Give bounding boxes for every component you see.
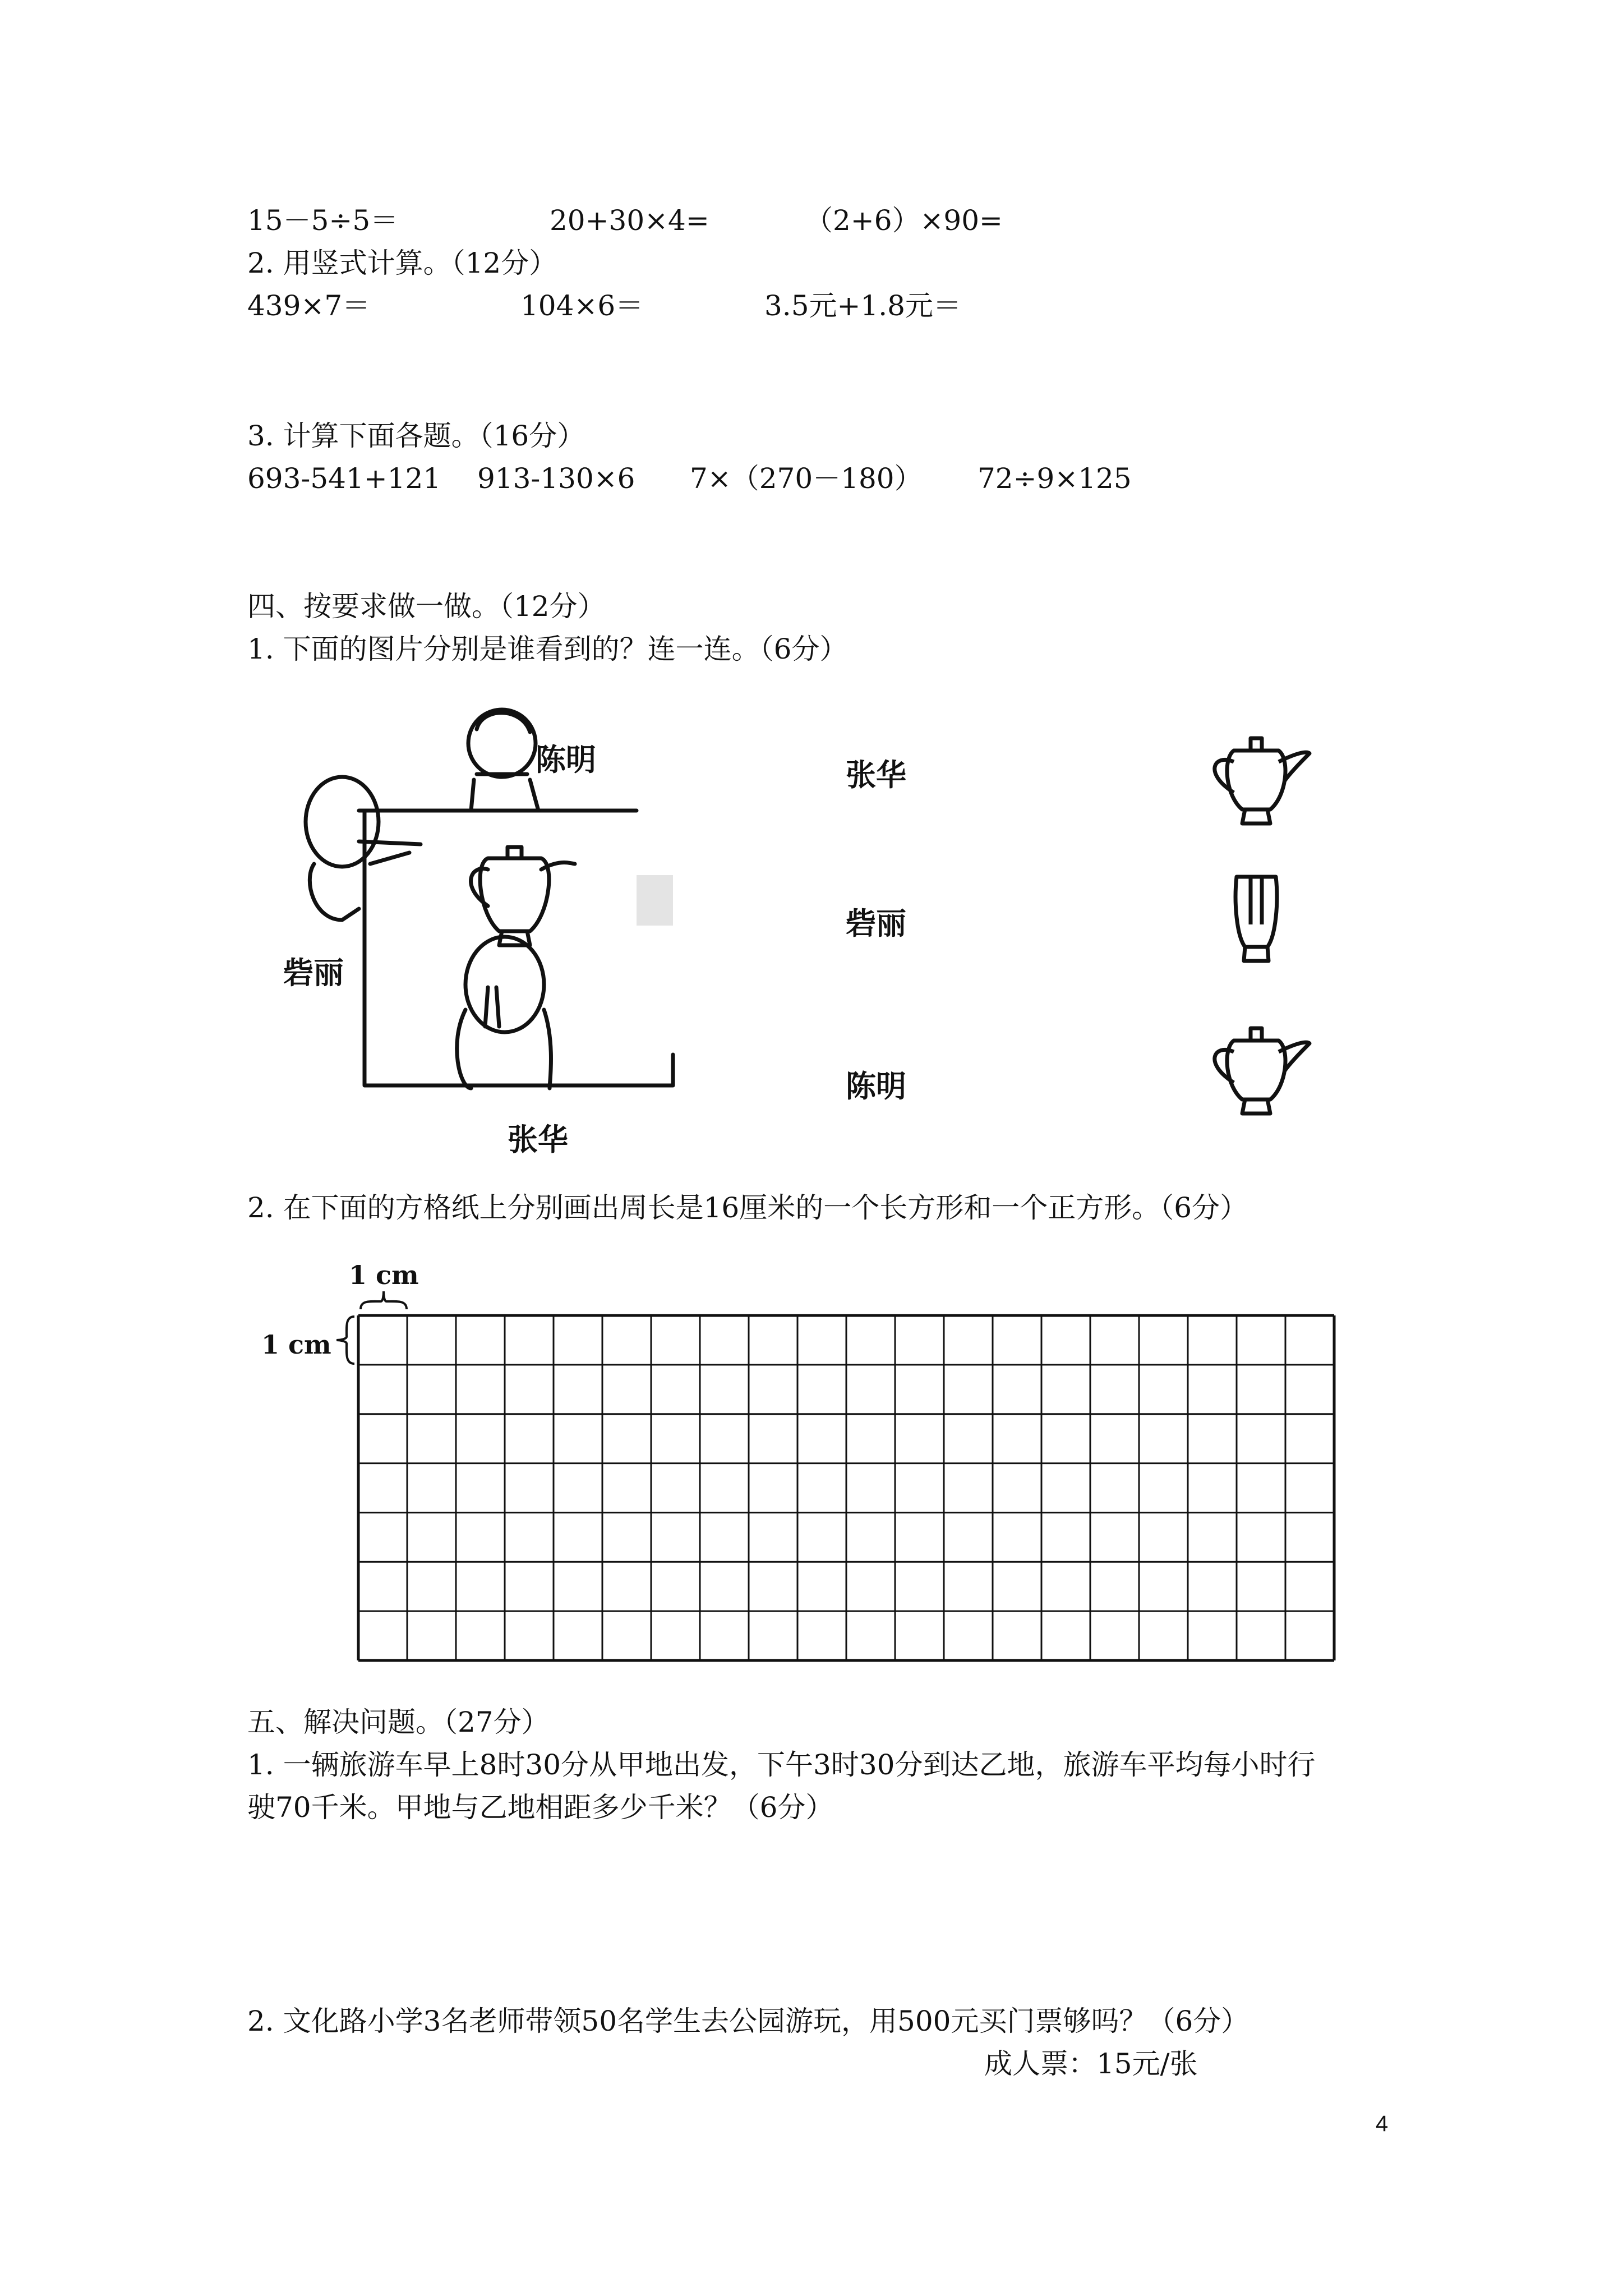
calc-expression: 693-541+121: [247, 462, 441, 495]
figure-name-left: 砦丽: [283, 955, 344, 991]
calc-expression: 72÷9×125: [978, 462, 1132, 495]
teapot-front-view-icon[interactable]: [1195, 728, 1318, 832]
calc-expression: 3.5元+1.8元＝: [764, 289, 961, 322]
teapot-back-view-icon[interactable]: [1195, 1018, 1318, 1122]
calc-expression: 7×（270－180）: [690, 462, 923, 495]
problem-text: 2. 文化路小学3名老师带领50名学生去公园游玩，用500元买门票够吗？（6分）: [247, 2005, 1249, 2037]
brace-top-icon: [358, 1289, 409, 1312]
grid-label-left: 1 cm: [261, 1329, 331, 1360]
problem-text: 1. 一辆旅游车早上8时30分从甲地出发，下午3时30分到达乙地，旅游车平均每小时行: [247, 1749, 1316, 1781]
calc-expression: 439×7＝: [247, 289, 371, 322]
question-title: 2. 用竖式计算。（12分）: [247, 247, 557, 279]
calc-expression: 913-130×6: [477, 462, 635, 495]
calc-expression: 104×6＝: [520, 289, 644, 322]
figure-name-top: 陈明: [536, 742, 596, 777]
observation-illustration: [292, 696, 684, 1156]
figure-name-bottom: 张华: [508, 1122, 568, 1157]
teapot-side-view-icon[interactable]: [1223, 863, 1290, 969]
question-title: 2. 在下面的方格纸上分别画出周长是16厘米的一个长方形和一个正方形。（6分）: [247, 1191, 1248, 1224]
match-name[interactable]: 张华: [846, 757, 906, 793]
problem-text: 驶70千米。甲地与乙地相距多少千米？（6分）: [247, 1791, 834, 1824]
question-title: 1. 下面的图片分别是谁看到的？连一连。（6分）: [247, 633, 848, 665]
square-grid[interactable]: [358, 1315, 1334, 1660]
grid-label-top: 1 cm: [349, 1260, 419, 1290]
ticket-price: 成人票：15元/张: [984, 2047, 1198, 2080]
calc-expression: 20+30×4=: [550, 204, 709, 237]
calc-expression: 15－5÷5＝: [247, 204, 399, 237]
match-name[interactable]: 砦丽: [846, 906, 906, 941]
section-title: 五、解决问题。（27分）: [247, 1706, 550, 1738]
page-number: 4: [1376, 2111, 1389, 2136]
match-name[interactable]: 陈明: [846, 1069, 906, 1104]
brace-left-icon: [334, 1315, 357, 1365]
calc-expression: （2+6）×90=: [805, 204, 1003, 237]
section-title: 四、按要求做一做。（12分）: [247, 590, 606, 623]
question-title: 3. 计算下面各题。（16分）: [247, 420, 585, 452]
